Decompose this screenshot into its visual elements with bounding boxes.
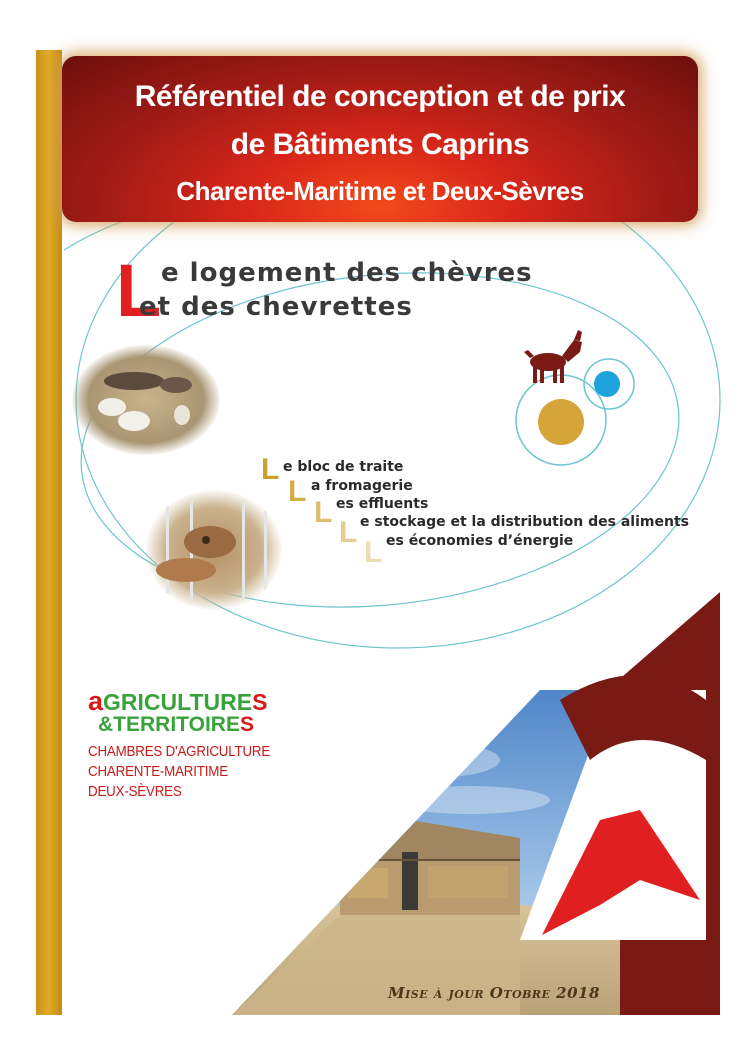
topic-text-3: es effluents [336,496,429,512]
topic-initial-4: L [339,516,358,549]
title-banner [62,56,698,222]
logo-s-2: S [239,713,254,736]
kid-goat-photo [146,490,282,610]
goat-silhouette-icon [524,330,582,383]
title-line-2: de Bâtiments Caprins [230,128,530,161]
topic-initial-2: L [288,475,307,508]
goats-field-illustration [72,345,220,455]
title-line-3: Charente-Maritime et Deux-Sèvres [176,176,584,206]
topic-text-2: a fromagerie [311,478,413,494]
logo-word-1: GRICULTURE [103,689,253,715]
title-line-1: Référentiel de conception et de prix [134,80,626,113]
logo-territoires [98,713,254,737]
logo-chambres: CHAMBRES D'AGRICULTURE [88,744,271,760]
kid-goat-illustration [146,490,282,610]
goats-field-photo [72,345,220,455]
gold-circle-icon [538,399,584,445]
subtitle-line-1: e logement des chèvres [161,258,533,288]
blue-circle-icon [594,371,620,397]
logo-ampersand: & [98,713,114,736]
logo-charente-maritime: CHARENTE-MARITIME [88,764,228,780]
topic-initial-3: L [314,496,333,529]
update-date: Mise à jour Otobre 2018 [388,984,600,1002]
topic-text-4: e stockage et la distribution des aliments [360,514,689,530]
logo-deux-sevres: DEUX-SÈVRES [88,784,182,800]
topic-text-1: e bloc de traite [283,459,404,475]
topic-text-5: es économies d’énergie [386,533,574,549]
logo-word-2: TERRITOIRE [113,713,240,736]
logo-s-1: S [252,689,268,715]
gold-side-bar [36,50,62,1015]
logo-a-initial: a [88,686,104,716]
subtitle-line-2: et des chevrettes [139,292,413,322]
topic-initial-1: L [261,453,280,486]
subtitle-initial: L [116,249,162,332]
topic-initial-5: L [364,536,383,569]
